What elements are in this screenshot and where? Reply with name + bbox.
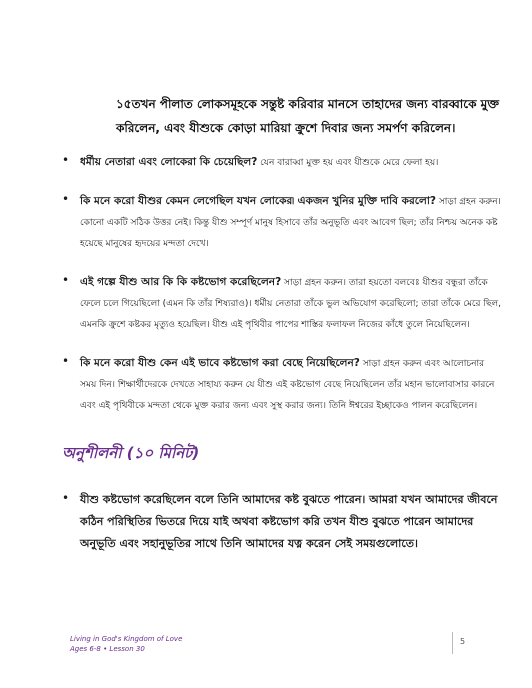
practice-item — [62, 488, 502, 554]
bullet-icon: • — [62, 192, 70, 206]
bullet-icon: • — [62, 354, 70, 368]
footer-title: Living in God's Kingdom of Love — [70, 635, 183, 643]
answer-text: সাড়া গ্রহন করুন। কোনো একটি সঠিক উত্তর নেই। কিন্তু যীশু সম্পূর্ণ মানুষ হিসাবে তাঁর অনুভূতি এবং আবেগ ছিল; তাঁর নিশ্চয় অনেক কষ্ট হয়েছে মানুষের হৃদয়ের মন্দতা দেখে। — [80, 197, 501, 249]
discussion-questions — [62, 150, 502, 432]
footer-divider — [452, 632, 453, 654]
bullet-icon: • — [62, 273, 70, 287]
practice-text: যীশু কষ্টভোগ করেছিলেন বলে তিনি আমাদের কষ্ট বুঝতে পারেন। আমরা যখন আমাদের জীবনে কঠিন পরিস্থিতির ভিতরে দিয়ে যাই অথবা কষ্টভোগ করি তখন যীশু বুঝতে পারেন আমাদের অনুভূতি এবং সহানুভূতির সাথে তিনি আমাদের যত্ন করেন সেই সময়গুলোতে। — [80, 493, 498, 550]
footer — [70, 634, 182, 654]
scripture-verse: ১৫তখন পীলাত লোকসমূহকে সন্তুষ্ট করিবার মানসে তাহাদের জন্য বারব্বাকে মুক্ত করিলেন, এবং যীশুকে কোড়া মারিয়া ক্রুশে দিবার জন্য সমর্পণ করিলেন। — [116, 97, 499, 135]
question-text: কি মনে করো যীশু কেন এই ভাবে কষ্টভোগ করা বেছে নিয়েছিলেন? — [80, 357, 360, 369]
question-item — [62, 351, 502, 414]
bullet-icon: • — [62, 491, 70, 505]
practice-heading: অনুশীলনী (১০ মিনিট) — [62, 444, 200, 462]
question-text: কি মনে করো যীশুর কেমন লেগেছিল যখন লোকের৷ একজন খুনির মুক্তি দাবি করলো? — [80, 195, 436, 207]
answer-text: যেন বারাব্বা মুক্ত হয় এবং যীশুকে মেরে ফেলা হয়। — [257, 158, 439, 168]
page-number: 5 — [460, 637, 466, 646]
bullet-icon: • — [62, 153, 70, 167]
question-text: ধর্মীয় নেতারা এবং লোকেরা কি চেয়েছিল? — [80, 156, 258, 168]
question-item — [62, 189, 502, 252]
footer-subtitle: Ages 6-8 • Lesson 30 — [70, 645, 145, 653]
answer-text: সাড়া গ্রহন করুন। তারা হয়তো বলবেঃ যীশুর বন্ধুরা তাঁকে ফেলে চলে গিয়েছিলো (এমন কি তাঁর শিষ্যরাও)। ধর্মীয় নেতারা তাঁকে ভুল অভিযোগ করেছিলো; তারা তাঁকে মেরে ছিল, এমনকি ক্রুশে কষ্টকর মৃত্যুও হয়েছিল। যীশু এই পৃথিবীর পাপের শাস্তির ফলাফল নিজের কাঁধে তুলে নিয়েছিলেন। — [80, 278, 501, 330]
question-item — [62, 270, 502, 333]
question-text: এই গল্পে যীশু আর কি কি কষ্টভোগ করেছিলেন? — [80, 276, 282, 288]
question-item — [62, 150, 502, 171]
answer-text: সাড়া গ্রহন করুন এবং আলোচনার সময় দিন। শিক্ষার্থীদেরকে দেখতে সাহায্য করুন যে যীশু এই কষ্টভোগ বেছে নিয়েছিলেন তাঁর মহান ভালোবাসার কারনে এবং এই পৃথিবীকে মন্দতা থেকে মুক্ত করার জন্য এবং সুস্থ করার জন্য। তিনি ঈশ্বরের ইচ্ছাকেও পালন করেছিলেন। — [80, 359, 495, 411]
practice-list — [62, 488, 502, 572]
